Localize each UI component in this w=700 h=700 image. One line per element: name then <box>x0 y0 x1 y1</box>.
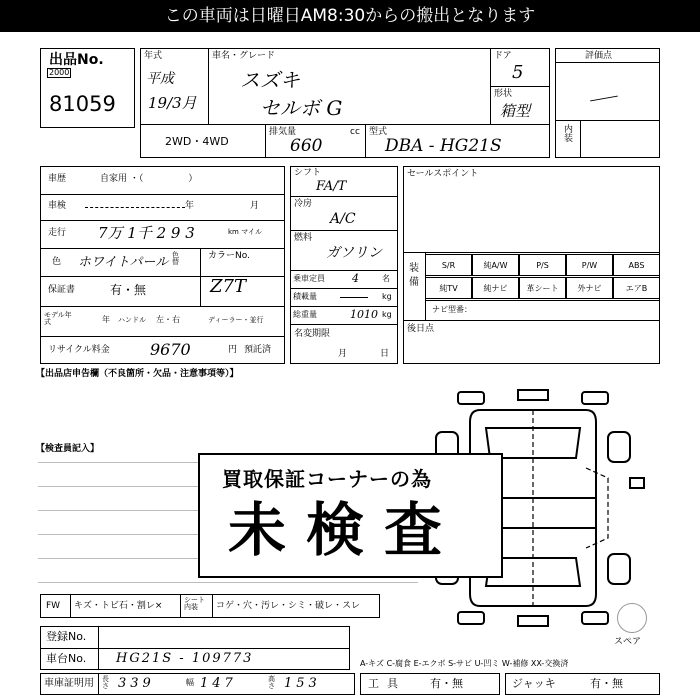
shaken-month: 月 <box>250 201 260 211</box>
color-value: Z7T <box>210 276 246 297</box>
seat-value: コゲ・穴・汚レ・シミ・破レ・スレ <box>216 601 361 611</box>
soukou-label: 走行 <box>48 228 67 238</box>
stamp-title: 買取保証コーナーの為 <box>222 467 432 491</box>
door-label: ドア <box>494 51 512 61</box>
nenshiki-value: 19/3月 <box>148 94 197 112</box>
shako-label: 車庫証明用 <box>44 678 94 689</box>
door-value: 5 <box>512 62 524 83</box>
shako-n3: 高さ <box>268 675 275 690</box>
equip-item: S/R <box>425 254 472 276</box>
shako-n1: 長さ <box>102 675 109 690</box>
equip-item: ABS <box>613 254 660 276</box>
hoshou-value: 有・無 <box>110 283 147 297</box>
spare-label: スペア <box>614 637 642 647</box>
shako-n2: 幅 <box>186 678 194 687</box>
souju-value: 1010 <box>350 308 378 321</box>
reibo-value: A/C <box>330 211 356 227</box>
gotenken-label: 後日点 <box>407 324 435 334</box>
hoshou-label: 保証書 <box>48 285 76 295</box>
jack-value: 有・無 <box>590 677 623 690</box>
reibo-label: 冷房 <box>294 199 313 209</box>
kensa-label: 【検査員記入】 <box>36 444 100 454</box>
seat-label: シート内装 <box>184 596 205 611</box>
haikiryo-unit: cc <box>350 127 360 137</box>
shamei-label: 車名・グレード <box>212 51 276 61</box>
soubi-label: 装備 <box>409 263 419 288</box>
model-dealer: ディーラー・並行 <box>208 316 264 324</box>
keijo-value: 箱型 <box>500 102 531 120</box>
model-year: 年 <box>102 315 110 324</box>
lot-box <box>40 48 135 128</box>
spare-tire-icon <box>617 603 647 633</box>
haikiryo-label: 排気量 <box>269 127 297 137</box>
damage-legend: A-キズ C-腐食 E-エクボ S-サビ U-凹ミ W-補修 XX-交換済 <box>360 659 569 668</box>
equip-item: 純A/W <box>472 254 519 276</box>
equip-item: P/W <box>566 254 613 276</box>
naisou-label: 内装 <box>564 125 574 144</box>
iro-label: 色 <box>52 257 62 267</box>
keijo-label: 形状 <box>494 89 513 99</box>
shamei-model: セルボ G <box>260 96 343 120</box>
haikiryo-value: 660 <box>290 136 323 156</box>
recycle-value: 9670 <box>150 340 191 359</box>
fw-value: キズ・トビ石・割レ× <box>74 601 163 611</box>
shareki-label: 車歴 <box>48 174 67 184</box>
color-label: カラーNo. <box>208 251 250 261</box>
drive-label: 2WD・4WD <box>165 135 229 148</box>
meihen-month: 月 <box>338 349 348 359</box>
soukou-unit: km マイル <box>228 228 262 236</box>
jack-label: ジャッキ <box>512 677 556 690</box>
banner: この車両は日曜日AM8:30からの搬出となります <box>0 0 700 32</box>
meihen-label: 名変期限 <box>294 329 331 339</box>
teiin-label: 乗車定員 <box>293 274 325 283</box>
shadai-label: 車台No. <box>46 652 87 665</box>
shaken-label: 車検 <box>48 201 67 211</box>
nenryo-value: ガソリン <box>326 245 382 261</box>
model-label: モデル年式 <box>44 311 72 326</box>
shako-v3: 153 <box>284 676 321 691</box>
equip-item: 純ナビ <box>472 277 519 299</box>
kougu-value: 有・無 <box>430 677 463 690</box>
recycle-label: リサイクル料金 <box>48 345 110 355</box>
sekisai-label: 積載量 <box>293 292 317 301</box>
touroku-label: 登録No. <box>46 630 87 643</box>
equip-item: 革シート <box>519 277 566 299</box>
fw-label: FW <box>46 601 61 611</box>
katashiki-value: DBA - HG21S <box>385 136 502 156</box>
lot-year: 2000 <box>49 68 70 77</box>
hyouka-label: 評価点 <box>585 51 613 61</box>
mikensa-stamp <box>198 453 503 578</box>
souju-unit: kg <box>382 310 392 319</box>
sekisai-unit: kg <box>382 292 392 301</box>
nenshiki-era: 平成 <box>146 71 174 87</box>
soukou-value: 7万 1千 2 9 3 <box>98 224 195 242</box>
navi-label: ナビ型番： <box>432 305 472 314</box>
shift-value: FA/T <box>316 179 347 194</box>
shako-v1: 339 <box>118 676 155 691</box>
shaken-year: 年 <box>185 201 195 211</box>
recycle-unit: 円 <box>228 345 238 355</box>
sales-label: セールスポイント <box>407 169 479 179</box>
equip-item: 外ナビ <box>566 277 613 299</box>
lot-label: 出品No. <box>49 52 104 68</box>
shuppin-label: 【出品店申告欄（不良箇所・欠品・注意事項等）】 <box>36 369 239 379</box>
kougu-label: 工具 <box>368 677 406 690</box>
equip-item: エアB <box>613 277 660 299</box>
shift-label: シフト <box>294 168 322 178</box>
model-handle: ハンドル <box>118 316 146 324</box>
meihen-day: 日 <box>380 349 390 359</box>
nenshiki-label: 年式 <box>144 51 163 61</box>
shadai-value: HG21S - 109773 <box>116 651 254 666</box>
shako-v2: 147 <box>200 676 237 691</box>
equip-item: 純TV <box>425 277 472 299</box>
katashiki-label: 型式 <box>369 127 388 137</box>
stamp-main: 未検査 <box>228 496 463 564</box>
equip-item: P/S <box>519 254 566 276</box>
lot-number: 81059 <box>49 92 116 116</box>
iro-chg: 色替 <box>172 251 179 266</box>
iro-value: ホワイトパール <box>78 255 169 270</box>
shamei-make: スズキ <box>240 68 300 92</box>
teiin-value: 4 <box>352 272 359 285</box>
shareki-value: 自家用 ・（ ） <box>100 174 198 184</box>
model-lr: 左・右 <box>156 315 180 324</box>
teiin-unit: 名 <box>382 274 390 283</box>
recycle-status: 預託済 <box>244 345 272 355</box>
souju-label: 総重量 <box>293 310 317 319</box>
nenryo-label: 燃料 <box>294 233 313 243</box>
